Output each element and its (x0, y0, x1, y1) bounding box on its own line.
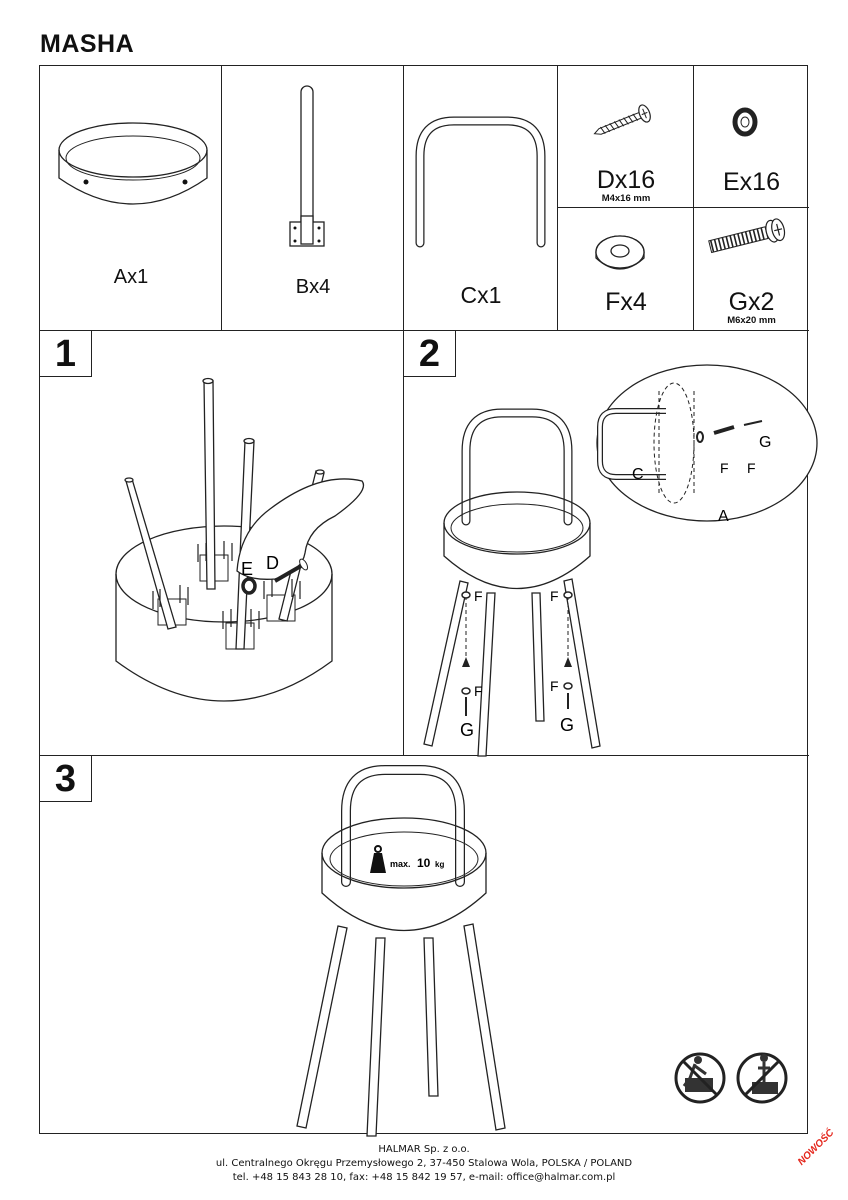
load-value: 10 (417, 856, 431, 870)
part-g-cell (694, 208, 809, 331)
step-2-label-f-right: F (550, 588, 559, 604)
step-2-drawing (404, 331, 809, 756)
step-1-drawing (40, 331, 404, 756)
footer-address: ul. Centralnego Okręgu Przemysłowego 2, 37-450 Stalowa Wola, POLSKA / POLAND (215, 1158, 633, 1169)
step-1-number: 1 (40, 331, 92, 377)
part-a-drawing (40, 66, 222, 331)
footer-contact: tel. +48 15 843 28 10, fax: +48 15 842 19 57, e-mail: office@halmar.com.pl (232, 1172, 616, 1183)
step-2-panel (404, 331, 809, 756)
part-e-cell (694, 66, 809, 208)
step-2-label-f-detail: F (720, 460, 729, 476)
footer-company: HALMAR Sp. z o.o. (378, 1144, 470, 1155)
step-2-number: 2 (404, 331, 456, 377)
part-e-label: Ex16 (723, 168, 780, 196)
part-f-cell (558, 208, 694, 331)
step-2-label-c: C (632, 466, 644, 483)
product-title: MASHA (40, 30, 135, 58)
no-climbing-icon (676, 1054, 724, 1102)
step-2-label-f-detail-2: F (747, 460, 756, 476)
part-g-spec: M6x20 mm (727, 315, 776, 326)
part-d-spec: M4x16 mm (601, 193, 651, 204)
step-2-label-f-lower-right: F (550, 678, 559, 694)
part-g-label: Gx2 (728, 288, 775, 316)
part-c-cell (404, 66, 558, 331)
step-2-label-f-left: F (474, 588, 483, 604)
part-d-cell (558, 66, 694, 208)
no-standing-icon (738, 1054, 786, 1102)
new-badge: NOWOŚĆ (796, 1127, 837, 1168)
step-1-panel (40, 331, 404, 756)
weight-icon (370, 846, 386, 873)
step-2-label-g-right: G (560, 715, 575, 735)
step-2-label-f-lower-left: F (474, 683, 483, 699)
part-b-label: Bx4 (295, 276, 331, 298)
step-1-callout-e: E (241, 559, 254, 579)
step-1-callout-d: D (266, 553, 279, 573)
load-unit: kg (435, 860, 445, 869)
load-max-label: max. (390, 859, 411, 869)
part-d-label: Dx16 (596, 166, 656, 194)
step-2-label-g-left: G (460, 720, 475, 740)
part-c-label: Cx1 (460, 282, 502, 308)
part-a-cell (40, 66, 222, 331)
instruction-frame (39, 65, 808, 1134)
step-2-label-g-detail: G (759, 434, 772, 451)
part-b-cell (222, 66, 404, 331)
part-f-label: Fx4 (605, 288, 647, 316)
step-3-drawing (40, 756, 809, 1135)
step-3-number: 3 (40, 756, 92, 802)
part-a-label: Ax1 (113, 266, 149, 288)
step-2-label-a: A (718, 508, 729, 525)
step-3-panel (40, 756, 809, 1135)
